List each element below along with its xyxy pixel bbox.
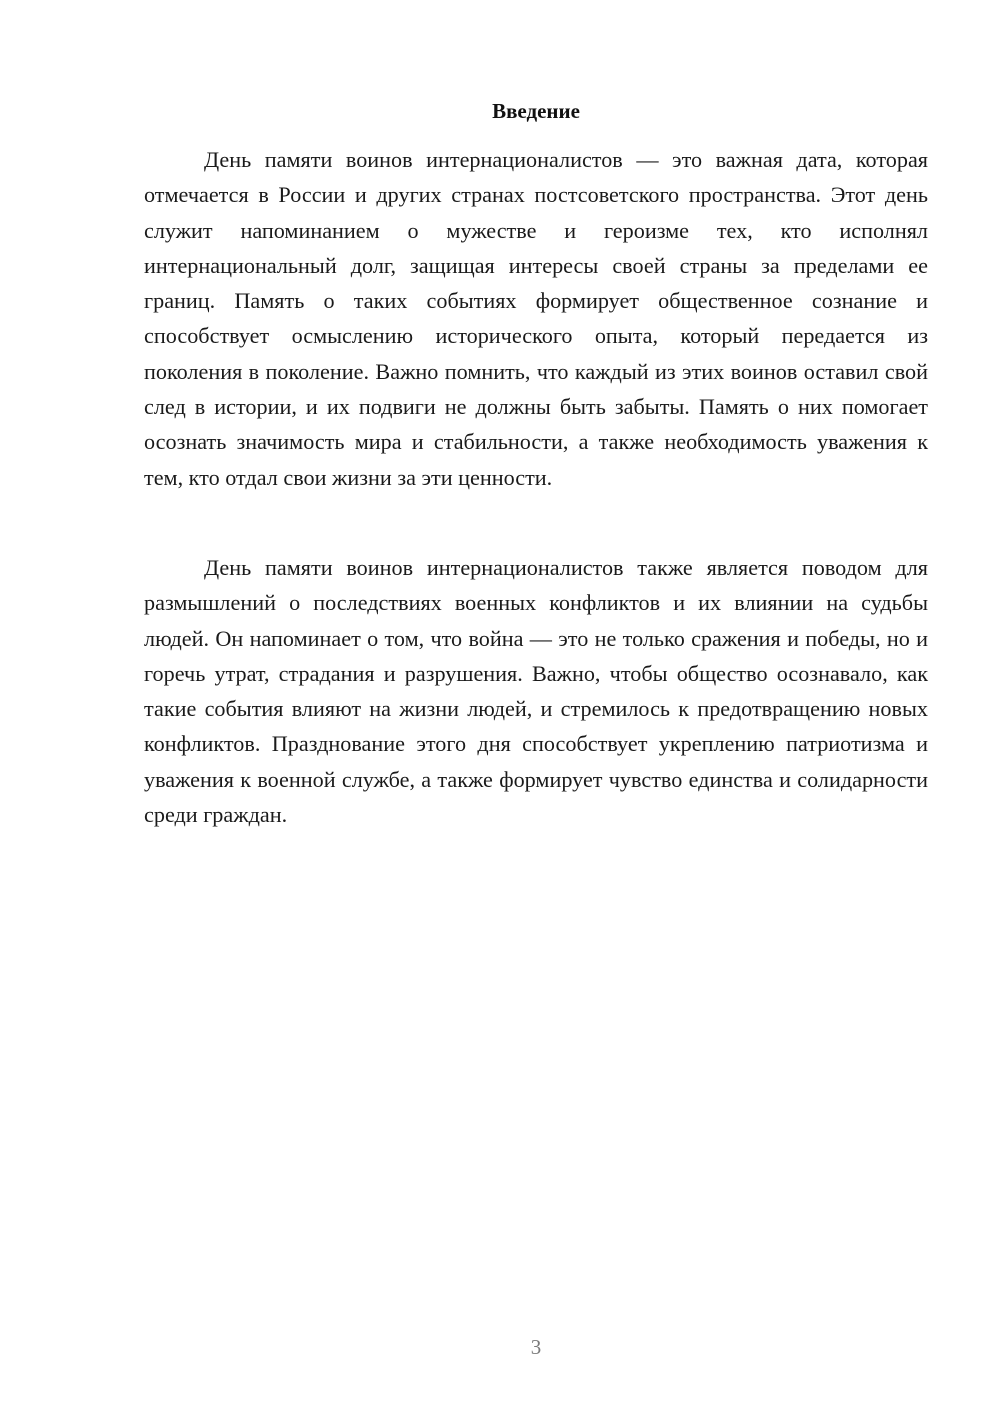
paragraph-1: День памяти воинов интернационалистов — это важная дата, которая отмечается в России и других странах постсоветского пространства. Этот день служит напоминанием о мужестве и героизме тех, кто исполнял интернациональный долг, защищая интересы своей страны за пределами ее границ. Память о таких событиях формирует общественное сознание и способствует осмыслению исторического опыта, который передается из поколения в поколение. Важно помнить, что каждый из этих воинов оставил свой след в истории, и их подвиги не должны быть забыты. Память о них помогает осознать значимость мира и стабильности, а также необходимость уважения к тем, кто отдал свои жизни за эти ценности. (144, 147, 928, 490)
page-number: 3 (530, 1335, 542, 1359)
paragraph-2: День памяти воинов интернационалистов также является поводом для размышлений о последствиях военных конфликтов и их влиянии на судьбы людей. Он напоминает о том, что война — это не только сражения и победы, но и горечь утрат, страдания и разрушения. Важно, чтобы общество осознавало, как такие события влияют на жизни людей, и стремилось к предотвращению новых конфликтов. Празднование этого дня способствует укреплению патриотизма и уважения к военной службе, а также формирует чувство единства и солидарности среди граждан. (144, 555, 928, 828)
section-heading: Введение (492, 99, 580, 123)
